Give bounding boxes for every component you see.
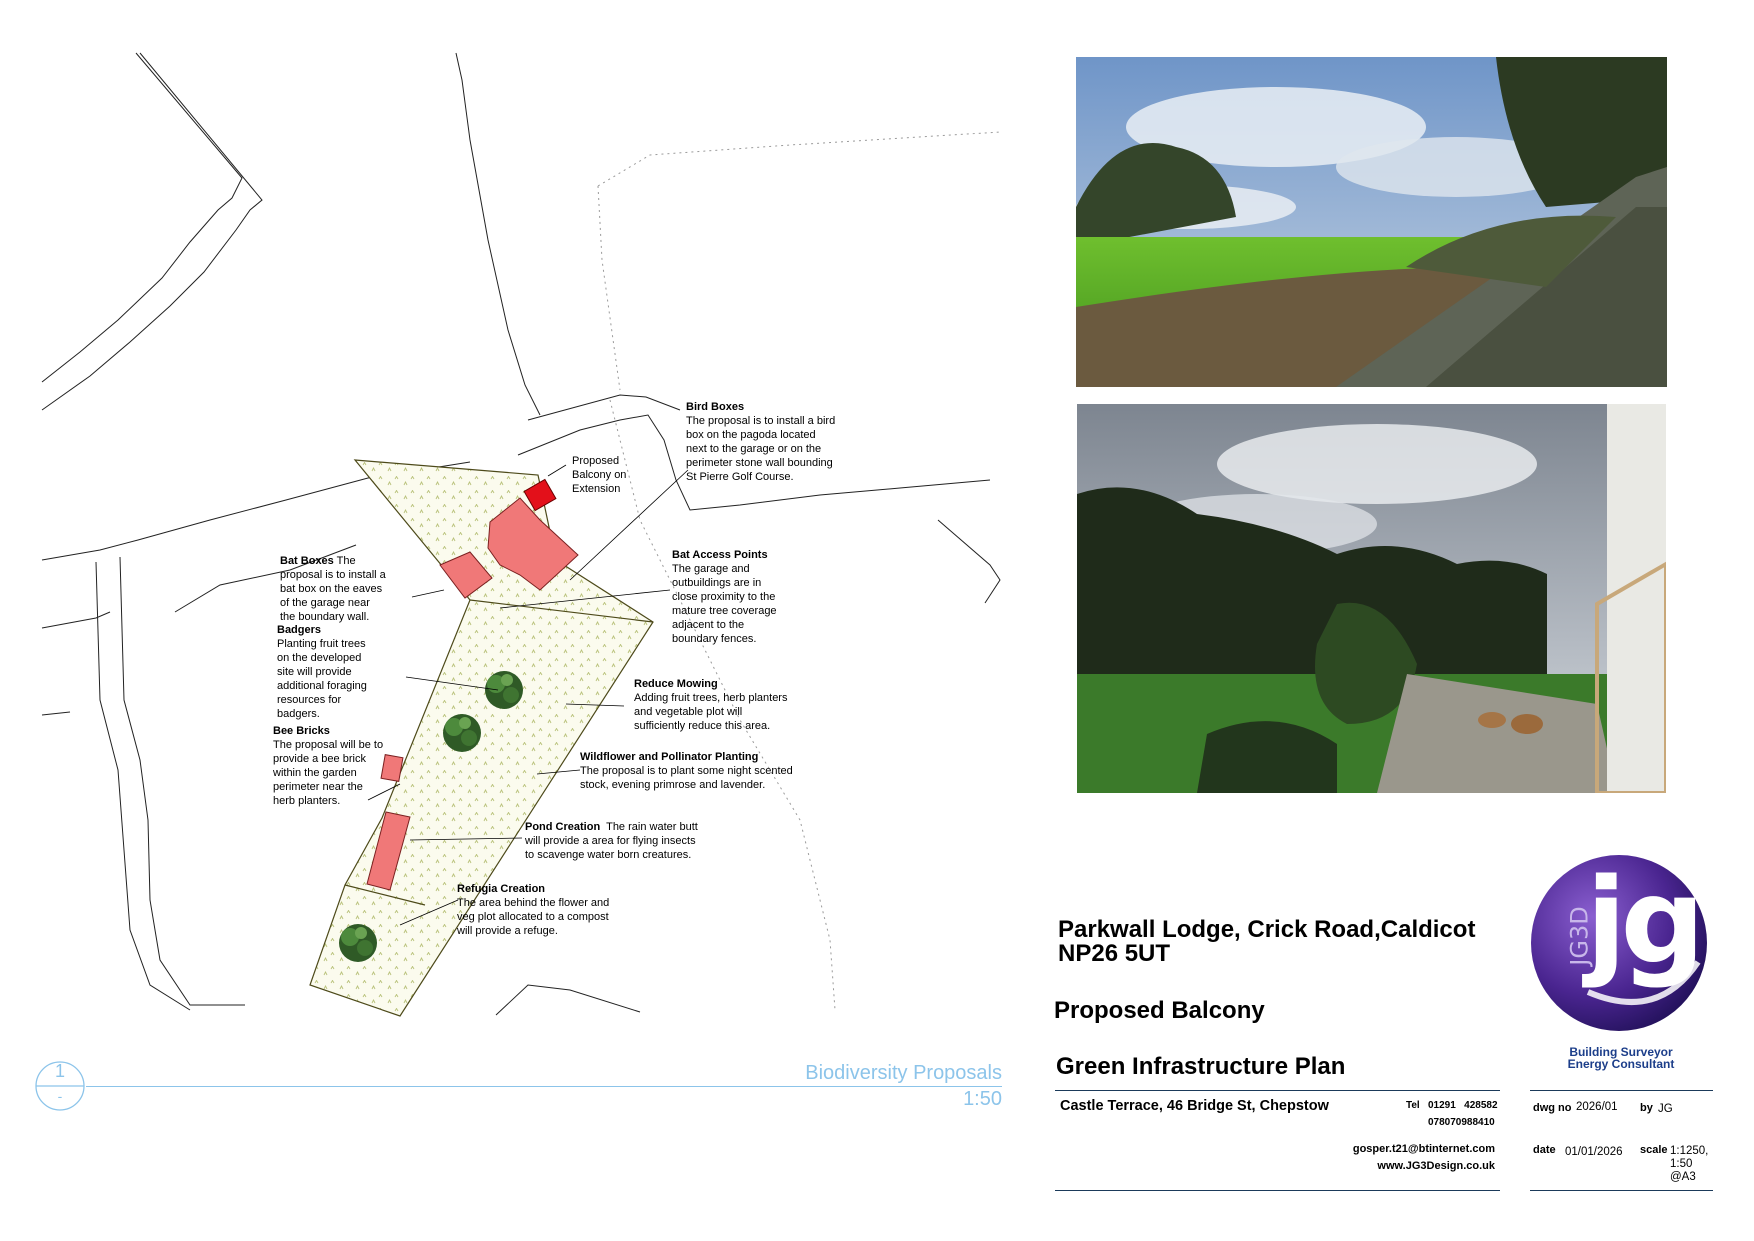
annotation-text: Adding fruit trees, herb planters and vegetable plot will sufficiently reduce this area. — [634, 692, 788, 732]
logo-tagline-1: Building Surveyor — [1569, 1045, 1673, 1059]
by-label: by — [1640, 1102, 1653, 1114]
annotation-title: Bird Boxes — [686, 401, 745, 413]
annotation-balcony: Proposed Balcony on Extension — [572, 455, 627, 495]
annotation-bat-access — [672, 548, 777, 646]
annotation-text: The proposal is to install a bat box on the eaves of the garage near the boundary wall. — [280, 555, 386, 623]
scale-value: 1:1250, 1:50 @A3 — [1670, 1145, 1709, 1183]
company-logo — [1528, 852, 1710, 1034]
view-title: Biodiversity Proposals — [805, 1062, 1002, 1084]
project-address-line1: Parkwall Lodge, Crick Road,Caldicot — [1058, 916, 1476, 943]
view-number: 1 — [54, 1061, 65, 1081]
annotation-text: The proposal will be to provide a bee brick within the garden perimeter near the herb planters. — [273, 739, 384, 807]
annotation-title: Pond Creation — [525, 821, 601, 833]
annotation-title: Bee Bricks — [273, 725, 330, 737]
view-sheet: - — [57, 1088, 63, 1104]
annotation-badgers — [277, 623, 367, 721]
annotation-pond — [525, 820, 765, 862]
by-value: JG — [1658, 1103, 1673, 1115]
title-block-rule — [1055, 1090, 1500, 1091]
annotation-text: The area behind the flower and veg plot allocated to a compost will provide a refuge. — [457, 897, 610, 937]
title-block-rule — [1530, 1190, 1713, 1191]
annotation-reduce-mowing — [634, 677, 787, 733]
annotation-title: Bat Access Points — [672, 549, 768, 561]
logo-letters: jg — [1586, 852, 1699, 990]
title-block-rule — [1055, 1190, 1500, 1191]
mobile-number: 07807098841​0 — [1428, 1117, 1495, 1128]
annotation-bee-bricks — [273, 724, 383, 808]
bee-brick — [381, 755, 403, 782]
date-label: date — [1533, 1144, 1556, 1156]
annotation-text: The proposal is to plant some night scented stock, evening primrose and lavender. — [580, 765, 793, 791]
email[interactable]: gosper.t21@btinternet.com — [1352, 1143, 1495, 1155]
tel-label: Tel — [1406, 1100, 1420, 1111]
dwg-no-value: 2026/01 — [1576, 1101, 1618, 1113]
project-address-line2: NP26 5UT — [1058, 940, 1171, 967]
annotation-title: Refugia Creation — [457, 883, 546, 895]
tel-number: 01291 428582 — [1428, 1100, 1498, 1111]
logo-tagline-2: Energy Consultant — [1567, 1057, 1675, 1071]
website[interactable]: www.JG3Design.co.uk — [1377, 1160, 1495, 1172]
annotation-title: Badgers — [277, 624, 322, 636]
dotted-boundary — [598, 132, 1000, 1010]
site-photo-garden — [1077, 404, 1666, 793]
drawing-title: Green Infrastructure Plan — [1056, 1053, 1346, 1080]
annotation-text: The garage and outbuildings are in close proximity to the mature tree coverage adjacent to the boundary fences. — [672, 563, 777, 645]
annotation-title: Reduce Mowing — [634, 678, 718, 690]
site-photo-golf-course — [1076, 57, 1667, 387]
annotation-title: Wildflower and Pollinator Planting — [580, 751, 759, 763]
project-name: Proposed Balcony — [1054, 997, 1265, 1024]
date-value: 01/01/2026 — [1565, 1146, 1623, 1158]
annotation-text: Planting fruit trees on the developed site will provide additional foraging resources for badgers. — [277, 638, 367, 720]
annotation-bird-boxes — [686, 400, 835, 484]
annotation-text: The proposal is to install a bird box on the pagoda located next to the garage or on the perimeter stone wall bounding St Pierre Golf Course. — [686, 415, 836, 483]
fruit-tree — [485, 671, 523, 709]
fruit-tree — [443, 714, 481, 752]
view-scale: 1:50 — [963, 1088, 1002, 1110]
fruit-tree — [339, 924, 377, 962]
annotation-bat-boxes — [280, 554, 386, 624]
annotation-wildflower — [580, 750, 793, 792]
title-block-rule — [1530, 1090, 1713, 1091]
office-address: Castle Terrace, 46 Bridge St, Chepstow — [1060, 1098, 1329, 1114]
annotation-text: The rain water butt will provide a area for flying insects to scavenge water born creatures. — [525, 821, 698, 861]
annotation-title: Bat Boxes — [280, 555, 334, 567]
logo-brand: JG3D — [1565, 906, 1594, 966]
scale-label: scale — [1640, 1144, 1668, 1156]
annotation-refugia — [457, 882, 609, 938]
dwg-no-label: dwg no — [1533, 1102, 1572, 1114]
